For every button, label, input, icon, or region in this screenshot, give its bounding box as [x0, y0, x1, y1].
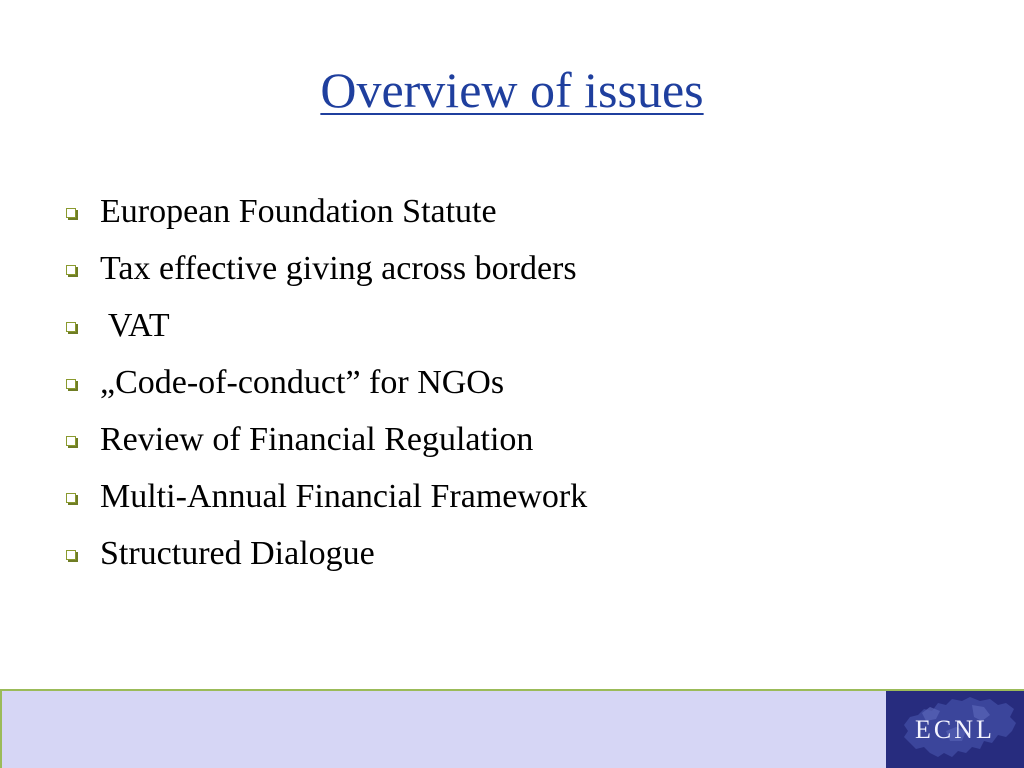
bullet-text: VAT [100, 307, 170, 344]
square-bullet-icon [66, 436, 76, 446]
square-bullet-icon [66, 265, 76, 275]
europe-map-icon [886, 691, 1024, 768]
square-bullet-icon [66, 379, 76, 389]
square-bullet-icon [66, 208, 76, 218]
slide-title [0, 58, 1024, 122]
logo-text: ECNL [915, 715, 995, 744]
bullet-text: Review of Financial Regulation [100, 421, 534, 458]
square-bullet-icon [66, 550, 76, 560]
bullet-text: European Foundation Statute [100, 193, 497, 230]
slide-title-text: Overview of issues [320, 62, 704, 118]
bullet-text: Multi-Annual Financial Framework [100, 478, 588, 515]
bullet-text: Tax effective giving across borders [100, 250, 577, 287]
bullet-text: „Code-of-conduct” for NGOs [100, 364, 505, 401]
square-bullet-icon [66, 493, 76, 503]
bullet-text: Structured Dialogue [100, 535, 375, 572]
footer-divider [0, 689, 2, 768]
square-bullet-icon [66, 322, 76, 332]
ecnl-logo [886, 691, 1024, 768]
footer-bar [0, 689, 1024, 768]
